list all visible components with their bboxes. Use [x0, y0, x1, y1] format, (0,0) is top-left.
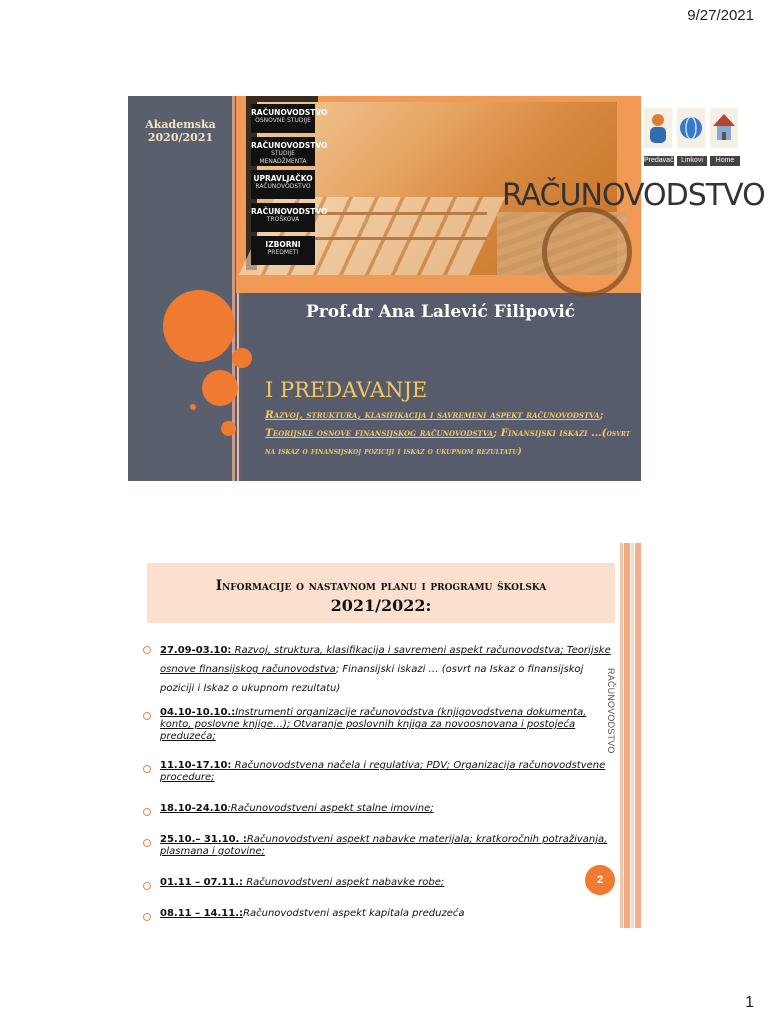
subtitle-topic-3: ; Finansijski iskazi …(: [493, 427, 607, 439]
side-label: RAČUNOVODSTVO: [606, 668, 616, 754]
item-text: Instrumenti organizacije računovodstva (knjigovodstvena dokumenta, konto, poslovne knjige…); Otvaranje poslovnih knjiga za novoosnovana i postojeća preduzeća;: [160, 707, 587, 742]
decor-circle: [232, 348, 252, 368]
professor-name: Prof.dr Ana Lalević Filipović: [306, 302, 576, 322]
item-text: :Računovodstveni aspekt stalne imovine;: [227, 803, 434, 814]
item-text: Računovodstveni aspekt nabavke materijala; kratkoročnih potraživanja, plasmana i gotovine;: [160, 834, 608, 857]
links-icon[interactable]: [677, 108, 705, 142]
item-text: Računovodstveni aspekt kapitala preduzeća: [243, 908, 465, 919]
menu-item-izborni[interactable]: [251, 236, 315, 265]
item-date: 04.10-10.10.:: [160, 707, 236, 718]
slide-1: [128, 96, 765, 481]
menu-item-title: RAČUNOVODSTVO: [251, 141, 328, 150]
item-date: 25.10.– 31.10. :: [160, 834, 247, 845]
item-date: 18.10-24.10: [160, 803, 228, 814]
list-item: [142, 877, 620, 889]
subtitle-topic-2: Teorijske osnove finansijskog računovodstva: [265, 427, 494, 439]
lecture-title: I PREDAVANJE: [265, 378, 428, 402]
item-date: 01.11 – 07.11.:: [160, 877, 244, 888]
links-label: Linkovi: [677, 156, 707, 166]
home-icon[interactable]: [710, 108, 738, 142]
bullet-icon: [143, 808, 151, 816]
lecture-subtitle: [265, 406, 635, 460]
item-text: Računovodstveni aspekt nabavke robe;: [243, 877, 445, 888]
slide-title-line1: Informacije o nastavnom planu i programu školska: [215, 578, 547, 594]
decor-circle: [163, 290, 235, 362]
decor-circle: [190, 404, 196, 410]
side-stripes: [620, 543, 641, 928]
item-text-extra: ; Finansijski iskazi … (osvrt na Iskaz o finansijskoj poziciji i Iskaz o ukupnom rezultatu): [160, 664, 584, 694]
bullet-icon: [143, 765, 151, 773]
menu-item-subtitle: RAČUNOVODSTVO: [255, 183, 311, 190]
menu-item-title: RAČUNOVODSTVO: [251, 207, 328, 216]
slide-number-badge: 2: [585, 865, 615, 895]
decor-circle: [202, 370, 238, 406]
bullet-icon: [143, 646, 151, 654]
list-item: [142, 707, 620, 743]
page-number: 1: [745, 994, 754, 1011]
menu-item-racunovodstvo-menadzment[interactable]: [251, 137, 328, 166]
item-text: Razvoj, struktura, klasifikacija i savremeni aspekt računovodstva; Teorijske osnove finansijskog računovodstva: [160, 645, 611, 675]
print-date: 9/27/2021: [687, 7, 754, 24]
menu-item-subtitle: STUDIJE MENADŽMENTA: [259, 150, 307, 165]
slide-2: [128, 543, 641, 928]
subtitle-separator: ;: [599, 409, 604, 421]
menu-item-troskova[interactable]: [251, 203, 328, 232]
list-item: [142, 803, 620, 815]
lecturer-icon[interactable]: [644, 108, 672, 142]
nav-icons: [644, 108, 740, 168]
menu-item-subtitle: OSNOVNE STUDIJE: [255, 117, 311, 124]
home-label: Home: [710, 156, 740, 166]
subtitle-note: osvrt na iskaz o finansijskoj poziciji i iskaz o ukupnom rezultatu): [265, 429, 631, 457]
bullet-icon: [143, 712, 151, 720]
list-item: [142, 641, 620, 698]
menu-item-subtitle: PREDMETI: [267, 249, 299, 256]
list-item: [142, 908, 620, 920]
item-date: 11.10-17.10:: [160, 760, 232, 771]
list-item: [142, 834, 620, 858]
bullet-icon: [143, 913, 151, 921]
menu-item-upravljacko[interactable]: [251, 170, 315, 199]
lecturer-label: Predavači: [644, 157, 676, 164]
menu-item-racunovodstvo-osnovne[interactable]: [251, 104, 328, 133]
bullet-icon: [143, 839, 151, 847]
bullet-icon: [143, 882, 151, 890]
menu-item-subtitle: TROŠKOVA: [266, 216, 300, 223]
academic-year: 2020/2021: [147, 131, 214, 144]
item-date: 27.09-03.10:: [160, 645, 232, 656]
academic-year-label: [138, 118, 223, 144]
item-text: Računovodstvena načela i regulativa; PDV; Organizacija računovodstvene procedure;: [160, 760, 606, 783]
decor-circle: [221, 421, 236, 436]
slide-title-line2: 2021/2022:: [330, 596, 432, 615]
subtitle-topic-1: Razvoj, struktura, klasifikacija i savremeni aspekt računovodstva: [265, 409, 600, 421]
schedule-list: [142, 641, 620, 920]
item-date: 08.11 – 14.11.:: [160, 908, 244, 919]
menu-item-title: IZBORNI: [265, 240, 301, 249]
academic-label: Akademska: [145, 118, 216, 131]
banner-title: RAČUNOVODSTVO: [502, 178, 765, 213]
list-item: [142, 760, 620, 784]
glasses-image: [542, 207, 632, 297]
menu-item-title: UPRAVLJAČKO: [253, 174, 313, 183]
slide-title: [147, 576, 615, 616]
menu-item-title: RAČUNOVODSTVO: [251, 108, 328, 117]
